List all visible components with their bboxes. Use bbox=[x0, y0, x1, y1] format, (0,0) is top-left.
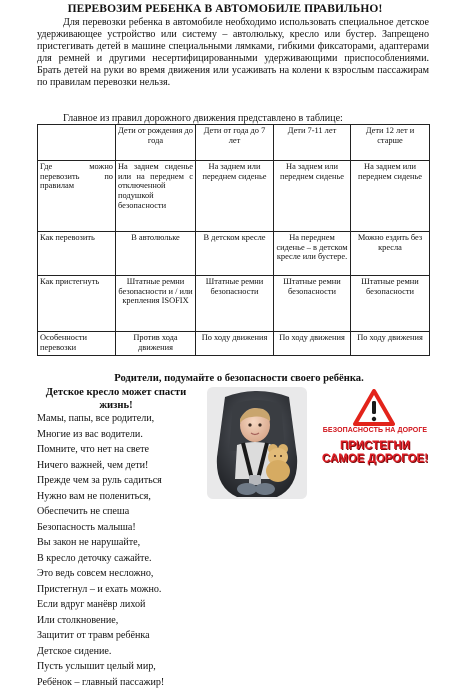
table-cell: На заднем или переднем сиденье bbox=[196, 161, 274, 232]
table-header-child: Дети 7-11 лет bbox=[274, 125, 351, 161]
table-cell: В детском кресле bbox=[196, 232, 274, 276]
child-photo-illustration bbox=[207, 387, 307, 499]
poem-line: Вы закон не нарушайте, bbox=[37, 535, 212, 551]
table-cell: На заднем или переднем сиденье bbox=[351, 161, 430, 232]
poem-line: Пристегнул – и ехать можно. bbox=[37, 582, 212, 598]
table-cell: На заднем или переднем сиденье bbox=[274, 161, 351, 232]
poem-line: Нужно вам не полениться, bbox=[37, 489, 212, 505]
poem-line: Безопасность малыша! bbox=[37, 520, 212, 536]
child-in-car-seat-photo bbox=[207, 387, 307, 499]
table-cell: Штатные ремни безопасности bbox=[274, 276, 351, 332]
table-cell: Против хода движения bbox=[116, 332, 196, 356]
transport-rules-table bbox=[37, 124, 430, 356]
table-row bbox=[38, 276, 430, 332]
table-cell: По ходу движения bbox=[274, 332, 351, 356]
poem-line: Детское сидение. bbox=[37, 644, 212, 660]
poem-line: Или столкновение, bbox=[37, 613, 212, 629]
table-lead-text: Главное из правил дорожного движения представлено в таблице: bbox=[37, 113, 429, 125]
poem-line: Многие из вас водители. bbox=[37, 427, 212, 443]
table-cell: Штатные ремни безопасности и / или крепления ISOFIX bbox=[116, 276, 196, 332]
poster-slogan-line: САМОЕ ДОРОГОЕ! bbox=[305, 453, 445, 466]
poem-line: Мамы, папы, все родители, bbox=[37, 411, 212, 427]
row-label-where: Где можно перевозить по правилам bbox=[38, 161, 116, 232]
poem-line: Обеспечить не спеша bbox=[37, 504, 212, 520]
intro-paragraph: Для перевозки ребенка в автомобиле необходимо использовать специальное детское удерживающее устройство или систему – автолюльку, кресло или бустер. Запрещено пристегивать детей в машине специальными лямками, гибкими фиксаторами, адаптерами для ремней и другими несертифицированными удерживающими приспособлениями. Брать детей на руки во время движения или усаживать на колени к взрослым пассажирам по правилам перевозки нельзя. bbox=[37, 17, 429, 90]
poem-line: Это ведь совсем несложно, bbox=[37, 566, 212, 582]
poster-label: БЕЗОПАСНОСТЬ НА ДОРОГЕ bbox=[305, 427, 445, 434]
seat-saves-heading: Детское кресло может спасти жизнь! bbox=[37, 387, 195, 412]
poem-line: Пусть услышит целый мир, bbox=[37, 659, 212, 675]
poem-line: В кресло деточку сажайте. bbox=[37, 551, 212, 567]
table-cell: По ходу движения bbox=[196, 332, 274, 356]
table-row bbox=[38, 161, 430, 232]
table-cell: На переднем сиденье – в детском кресле или бустере. bbox=[274, 232, 351, 276]
table-cell: Штатные ремни безопасности bbox=[196, 276, 274, 332]
poem-line: Если вдруг манёвр лихой bbox=[37, 597, 212, 613]
table-header-row bbox=[38, 125, 430, 161]
poem-line: Прежде чем за руль садиться bbox=[37, 473, 212, 489]
table-cell: В автолюльке bbox=[116, 232, 196, 276]
table-row bbox=[38, 332, 430, 356]
table-cell: По ходу движения bbox=[351, 332, 430, 356]
table-header-infant: Дети от рождения до года bbox=[116, 125, 196, 161]
warning-triangle-icon bbox=[353, 389, 395, 427]
table-row bbox=[38, 232, 430, 276]
row-label-how: Как перевозить bbox=[38, 232, 116, 276]
page-title: ПЕРЕВОЗИМ РЕБЕНКА В АВТОМОБИЛЕ ПРАВИЛЬНО! bbox=[24, 3, 426, 15]
table-cell: Штатные ремни безопасности bbox=[351, 276, 430, 332]
row-label-features: Особенности перевозки bbox=[38, 332, 116, 356]
poem-line: Защитит от травм ребёнка bbox=[37, 628, 212, 644]
parents-heading: Родители, подумайте о безопасности своего ребёнка. bbox=[24, 373, 450, 384]
table-cell: На заднем сиденье или на переднем с отключенной подушкой безопасности bbox=[116, 161, 196, 232]
poem-line: Ребёнок – главный пассажир! bbox=[37, 675, 212, 690]
row-label-fasten: Как пристегнуть bbox=[38, 276, 116, 332]
poem-line: Ничего важней, чем дети! bbox=[37, 458, 212, 474]
table-cell: Можно ездить без кресла bbox=[351, 232, 430, 276]
table-header-toddler: Дети от года до 7 лет bbox=[196, 125, 274, 161]
table-header-empty bbox=[38, 125, 116, 161]
poster-slogan bbox=[305, 440, 445, 466]
road-safety-poster bbox=[305, 387, 445, 499]
poster-slogan-line: ПРИСТЕГНИ bbox=[305, 440, 445, 453]
poem-line: Помните, что нет на свете bbox=[37, 442, 212, 458]
poem bbox=[37, 411, 212, 690]
table-header-teen: Дети 12 лет и старше bbox=[351, 125, 430, 161]
